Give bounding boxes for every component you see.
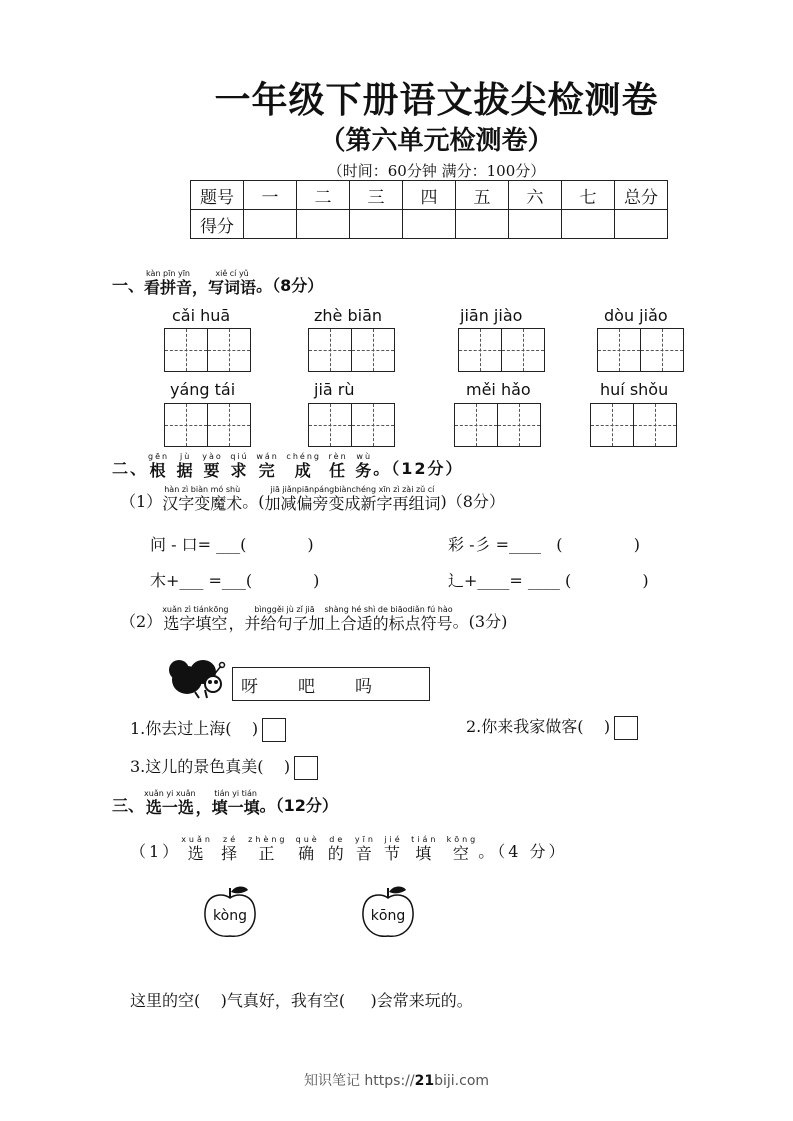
ruby-word: zhèng 正 (248, 835, 288, 863)
ruby-word: de 的 (327, 835, 347, 863)
apple-pinyin: kōng (370, 908, 406, 924)
ruby-word: tián 填 (411, 835, 439, 863)
character-choice-box (232, 667, 430, 701)
ruby-word: shàng hé shì de biāodiǎn fú hào 上合适的标点符号 (324, 605, 453, 633)
score-input-cell[interactable] (456, 210, 509, 239)
ruby-word: xuǎn zì tiánkōng 选字填空 (162, 605, 229, 633)
section-number: 三、 (112, 796, 145, 815)
ruby-word: chéng 成 (286, 452, 321, 480)
ruby-word: zé 择 (221, 835, 241, 863)
ruby-word: jiā jiǎnpiānpángbiànchéng xīn zì zài zǔ cí 加减偏旁变成新字再组词 (264, 485, 441, 513)
ruby-word: wán 完 (256, 452, 279, 480)
pinyin-label: zhè biān (314, 306, 383, 325)
exam-meta: （时间：60分钟 满分：100分） (327, 162, 546, 180)
score-label-cell: 得分 (191, 210, 244, 239)
ruby-word: kàn pīn yīn 看拼音 (144, 269, 193, 297)
score-cell: 四 (403, 181, 456, 210)
question-text: 。( (242, 492, 265, 511)
score-cell: 总分 (615, 181, 668, 210)
pinyin-label: měi hǎo (466, 380, 531, 399)
score-input-cell[interactable] (403, 210, 456, 239)
sentence-item (130, 716, 286, 742)
question-number: （1） (120, 492, 163, 511)
score-cell: 二 (297, 181, 350, 210)
writing-grid[interactable] (308, 328, 395, 372)
ruby-word: hàn zì biàn mó shù 汉字变魔术 (162, 485, 243, 513)
score-input-cell[interactable] (244, 210, 297, 239)
footer-text: 知识笔记 https:// (303, 1073, 415, 1089)
ruby-word: jù 据 (176, 452, 195, 480)
section-points: 。（12分） (259, 796, 338, 815)
fill-sentence[interactable]: 这里的空( )气真好，我有空( )会常来玩的。 (130, 991, 473, 1010)
question-text: 。(3分) (452, 612, 508, 631)
ruby-word: ， (192, 278, 209, 297)
score-input-cell[interactable] (350, 210, 403, 239)
fill-line[interactable]: 木+___ =___( ) (150, 571, 320, 590)
score-cell: 七 (562, 181, 615, 210)
writing-grid[interactable] (597, 328, 684, 372)
ruby-word: tián yi tián 填一填 (211, 789, 260, 817)
score-input-cell[interactable] (615, 210, 668, 239)
score-table (190, 180, 668, 239)
page-number: 21 (414, 1073, 435, 1089)
score-cell: 一 (244, 181, 297, 210)
score-input-cell[interactable] (562, 210, 615, 239)
apple-option[interactable] (200, 884, 260, 940)
section-points: 。（12分） (373, 459, 464, 478)
ruby-word: rèn 任 (328, 452, 348, 480)
question-2-2 (120, 606, 507, 632)
section-1-heading (112, 270, 323, 296)
footer-text: biji.com (434, 1073, 490, 1089)
sentence-text: 2.你来我家做客( ) (466, 717, 611, 736)
ruby-word: gēn 根 (148, 452, 170, 480)
apple-option[interactable] (358, 884, 418, 940)
question-2-1 (120, 486, 505, 512)
writing-grid[interactable] (164, 403, 251, 447)
sentence-item (466, 714, 638, 740)
section-number: 一、 (112, 276, 145, 295)
sentence-item (130, 754, 318, 780)
ruby-word: yīn 音 (354, 835, 376, 863)
punctuation-box[interactable] (294, 756, 318, 780)
sentence-text: 1.你去过上海( ) (130, 719, 259, 738)
score-table-score-row (191, 210, 668, 239)
section-2-heading (112, 453, 464, 479)
score-input-cell[interactable] (297, 210, 350, 239)
writing-grid[interactable] (590, 403, 677, 447)
ruby-word: yào 要 (202, 452, 223, 480)
question-number: （1） (130, 842, 182, 861)
footer-watermark (0, 1070, 793, 1090)
caterpillar-icon (165, 654, 231, 700)
ruby-word: ， (195, 798, 212, 817)
ruby-word: ， (228, 614, 245, 633)
score-input-cell[interactable] (509, 210, 562, 239)
score-table-header-row (191, 181, 668, 210)
pinyin-label: jiān jiào (460, 306, 523, 325)
ruby-word: qiú 求 (230, 452, 249, 480)
pinyin-label: cǎi huā (172, 306, 231, 325)
ruby-word: kōng 空 (446, 835, 479, 863)
writing-grid[interactable] (164, 328, 251, 372)
score-cell: 六 (509, 181, 562, 210)
punctuation-box[interactable] (262, 718, 286, 742)
fill-line[interactable]: 问 - 口= ___( ) (150, 535, 314, 554)
pinyin-label: jiā rù (314, 380, 355, 399)
page-title: 一年级下册语文拔尖检测卷 (214, 80, 659, 121)
pinyin-label: yáng tái (170, 380, 236, 399)
ruby-word: què 确 (295, 835, 320, 863)
ruby-word: xuǎn 选 (181, 835, 213, 863)
pinyin-label: dòu jiǎo (604, 306, 668, 325)
ruby-word: wù 务 (355, 452, 374, 480)
fill-line[interactable]: 彩 -彡 =____ ( ) (448, 535, 640, 554)
ruby-word: jié 节 (384, 835, 404, 863)
choice-char: 吧 (298, 676, 315, 697)
question-3-1 (130, 836, 568, 862)
section-3-heading (112, 790, 338, 816)
writing-grid[interactable] (308, 403, 395, 447)
section-points: 。（8分） (256, 276, 324, 295)
ruby-word: xiě cí yǔ 写词语 (208, 269, 257, 297)
punctuation-box[interactable] (614, 716, 638, 740)
apple-pinyin: kòng (213, 908, 247, 924)
score-cell: 三 (350, 181, 403, 210)
question-text: )（8分） (440, 492, 505, 511)
page-subtitle: （第六单元检测卷） (319, 126, 554, 156)
fill-line[interactable]: 辶+____= ____ ( ) (448, 571, 649, 590)
section-number: 二、 (112, 459, 149, 478)
score-cell: 五 (456, 181, 509, 210)
pinyin-label: huí shǒu (600, 380, 669, 399)
question-number: （2） (120, 612, 163, 631)
ruby-word: xuǎn yi xuǎn 选一选 (144, 789, 196, 817)
question-text: 。（4 分） (478, 842, 568, 861)
choice-char: 呀 (241, 676, 258, 697)
writing-grid[interactable] (458, 328, 545, 372)
ruby-word: bìnggěi jù zǐ jiā 并给句子加 (244, 605, 325, 633)
writing-grid[interactable] (454, 403, 541, 447)
sentence-text: 3.这儿的景色真美( ) (130, 757, 291, 776)
score-cell: 题号 (191, 181, 244, 210)
choice-char: 吗 (355, 676, 372, 697)
